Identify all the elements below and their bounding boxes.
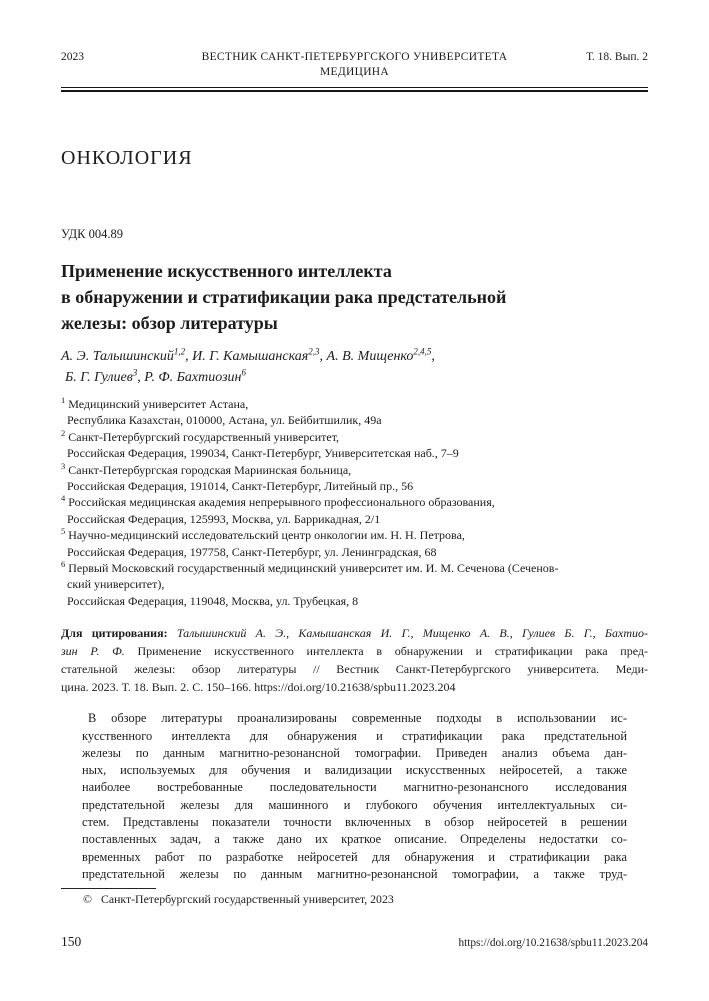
authors bbox=[61, 347, 648, 388]
page-number: 150 bbox=[61, 934, 82, 950]
copyright-line bbox=[61, 892, 648, 907]
copyright-icon: © bbox=[83, 892, 92, 907]
citation bbox=[61, 624, 648, 696]
affiliation: $^2$ Санкт-Петербургский государственный университет, Российская Федерация, 199034, Санкт-Петербург, Университетская наб., 7–9 bbox=[61, 427, 459, 461]
abstract-line: кусственного интеллекта для обнаружения и стратификации рака предстательной bbox=[82, 728, 627, 743]
article-title: Применение искусственного интеллекта в обнаружении и стратификации рака предстательной железы: обзор литературы bbox=[61, 261, 507, 333]
journal-subtitle: МЕДИЦИНА bbox=[319, 66, 390, 78]
doi-link[interactable]: https://doi.org/10.21638/spbu11.2023.204 bbox=[458, 937, 648, 950]
affiliation: $^3$ Санкт-Петербургская городская Мариинская больница, Российская Федерация, 191014, Санкт-Петербург, Литейный пр., 56 bbox=[61, 460, 414, 494]
journal-title: ВЕСТНИК САНКТ-ПЕТЕРБУРГСКОГО УНИВЕРСИТЕТА bbox=[201, 51, 508, 63]
header-double-rule bbox=[61, 87, 648, 92]
footnote-rule bbox=[61, 888, 156, 889]
citation-line: зин Р. Ф. Применение искусственного интеллекта в обнаружении и стратификации рака пред- bbox=[61, 644, 648, 659]
affiliation: $^6$ Первый Московский государственный медицинский университет им. И. М. Сеченова (Сеченов- ский университет), Российская Федерация, 119048, Москва, ул. Трубецкая, 8 bbox=[61, 559, 559, 608]
citation-line: стательной железы: обзор литературы // Вестник Санкт-Петербургского университета. Меди- bbox=[61, 662, 648, 677]
section-heading: ОНКОЛОГИЯ bbox=[61, 147, 193, 169]
abstract-line: В обзоре литературы проанализированы современные подходы в использовании ис- bbox=[88, 711, 627, 726]
header-issue: Т. 18. Вып. 2 bbox=[586, 51, 648, 63]
citation-line: Для цитирования: Талышинский А. Э., Камышанская И. Г., Мищенко А. В., Гулиев Б. Г., Бахтио- bbox=[61, 626, 648, 641]
udc-code: УДК 004.89 bbox=[61, 227, 123, 241]
header-year: 2023 bbox=[61, 51, 84, 63]
author-line: Б. Г. Гулиев$^3$, Р. Ф. Бахтиозин$^6$ bbox=[65, 366, 246, 385]
abstract-line: предстательной железы для машинного и глубокого обучения интеллектуальных си- bbox=[82, 797, 627, 812]
page-footer bbox=[61, 934, 648, 950]
author-line: А. Э. Талышинский$^{1,2}$, И. Г. Камышанская$^{2,3}$, А. В. Мищенко$^{2,4,5}$, bbox=[61, 346, 435, 364]
abstract-line: временных работ по разработке нейросетей для обнаружения и стратификации рака bbox=[82, 849, 627, 864]
abstract-line: предстательной железы по данным магнитно-резонансной томографии, а также труд- bbox=[82, 866, 627, 881]
abstract-line: железы по данным магнитно-резонансной томографии. Приведен анализ объема дан- bbox=[82, 745, 627, 760]
abstract bbox=[82, 710, 627, 883]
abstract-line: поставленных задач, а также дано их краткое описание. Определены недостатки со- bbox=[82, 832, 627, 847]
running-head bbox=[61, 50, 648, 80]
affiliations bbox=[61, 396, 648, 609]
journal-name bbox=[151, 50, 558, 80]
affiliation: $^1$ Медицинский университет Астана, Республика Казахстан, 010000, Астана, ул. Бейбитшилик, 49а bbox=[61, 395, 382, 428]
affiliation: $^4$ Российская медицинская академия непрерывного профессионального образования, Российская Федерация, 125993, Москва, ул. Баррикадная, 2/1 bbox=[61, 493, 495, 526]
citation-line: цина. 2023. Т. 18. Вып. 2. С. 150–166. https://doi.org/10.21638/spbu11.2023.204 bbox=[61, 680, 456, 695]
abstract-line: ных, используемых для обучения и валидизации искусственных нейросетей, а также bbox=[82, 763, 627, 778]
copyright-text: Санкт-Петербургский государственный университет, 2023 bbox=[100, 892, 394, 907]
affiliation: $^5$ Научно-медицинский исследовательский центр онкологии им. Н. Н. Петрова, Российская Федерация, 197758, Санкт-Петербург, ул. Ленинградская, 68 bbox=[61, 526, 465, 559]
abstract-line: стем. Представлены показатели точности включенных в обзор нейросетей в решении bbox=[82, 815, 627, 830]
abstract-line: наиболее востребованные последовательности магнитно-резонансного исследования bbox=[82, 780, 627, 795]
